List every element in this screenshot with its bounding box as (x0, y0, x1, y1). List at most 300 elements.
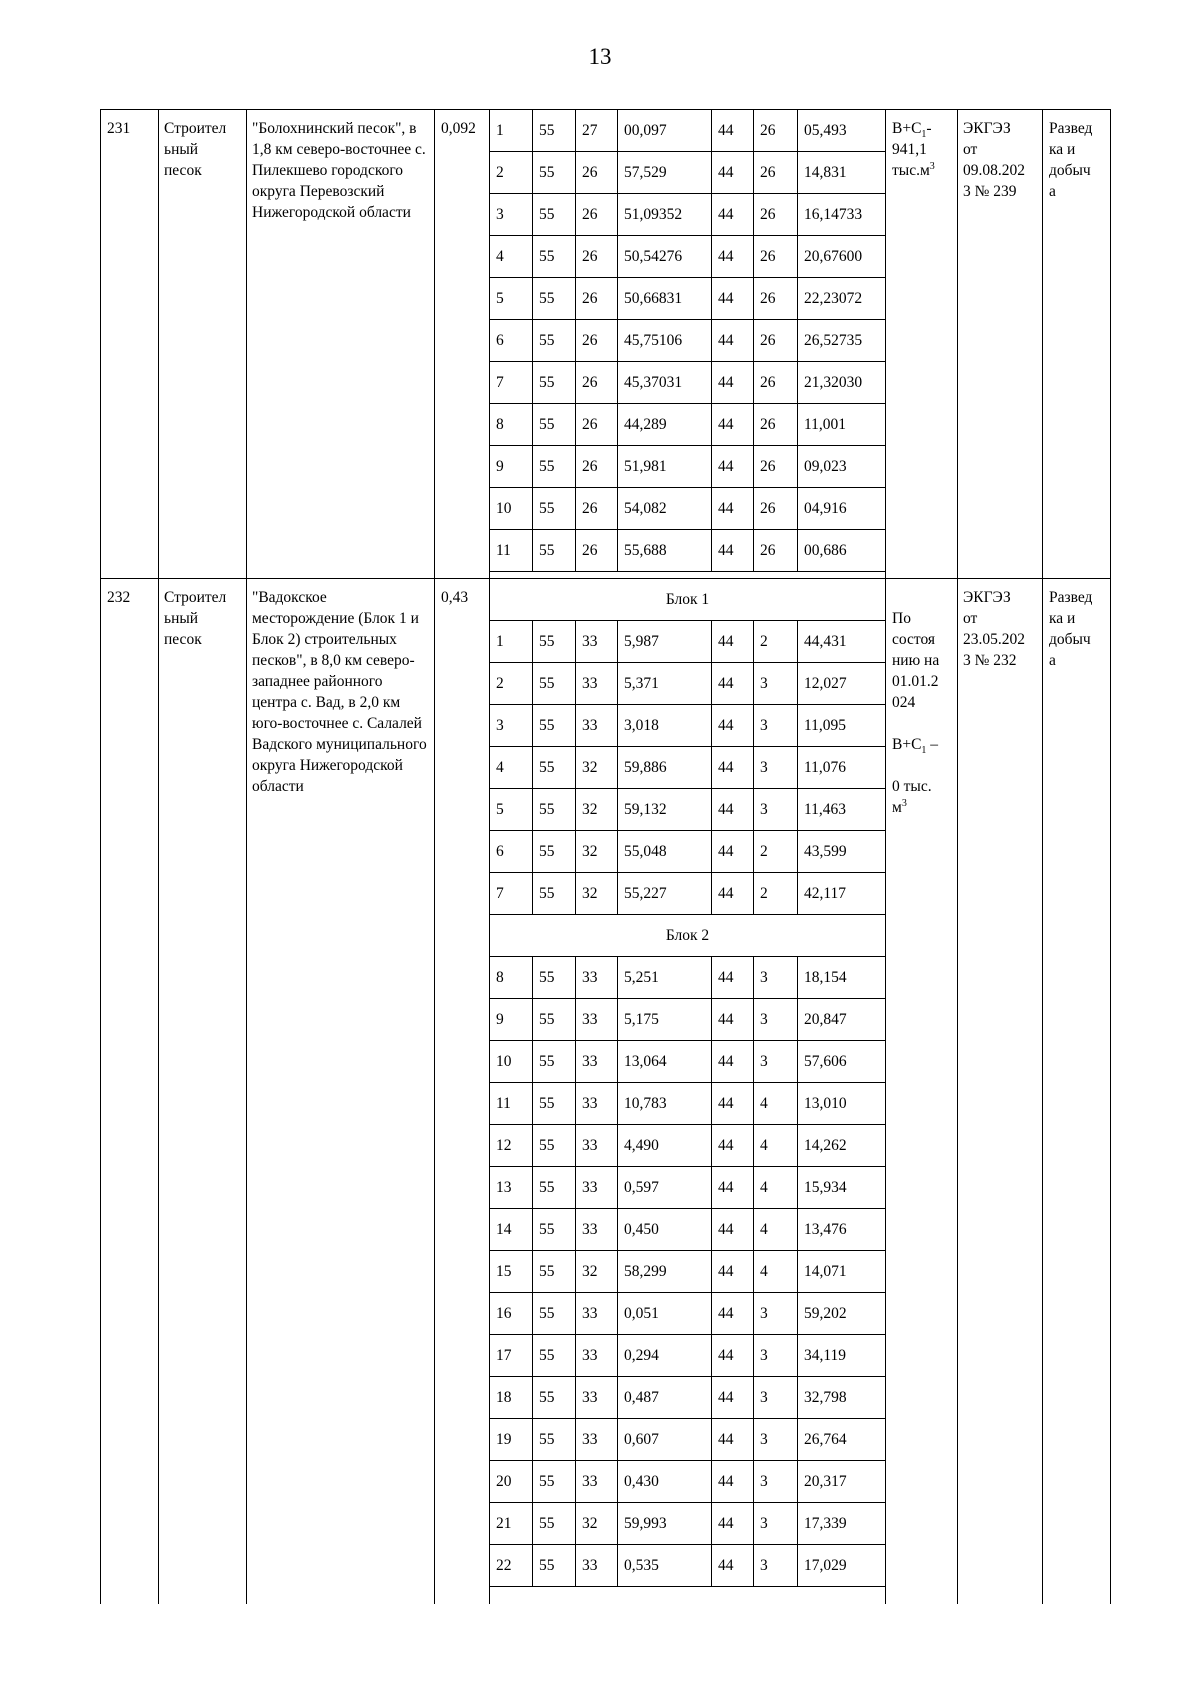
lat-seconds: 0,487 (618, 1377, 712, 1419)
lat-seconds: 0,294 (618, 1335, 712, 1377)
lon-seconds: 17,339 (798, 1503, 886, 1545)
lon-seconds: 26,764 (798, 1419, 886, 1461)
coordinate-row (490, 152, 886, 194)
lon-degrees: 44 (712, 789, 754, 831)
point-number: 22 (490, 1545, 533, 1587)
lon-minutes: 26 (754, 320, 798, 362)
lat-minutes: 33 (576, 1293, 618, 1335)
lon-degrees: 44 (712, 446, 754, 488)
reserves-category: B+C (892, 736, 922, 753)
lat-degrees: 55 (533, 236, 576, 278)
lon-degrees: 44 (712, 873, 754, 915)
lat-seconds: 0,450 (618, 1209, 712, 1251)
column-divider (957, 109, 958, 1604)
lat-degrees: 55 (533, 831, 576, 873)
lon-degrees: 44 (712, 1209, 754, 1251)
lon-degrees: 44 (712, 236, 754, 278)
block-title: Блок 1 (490, 579, 886, 621)
lon-seconds: 26,52735 (798, 320, 886, 362)
lon-degrees: 44 (712, 530, 754, 572)
lat-minutes: 33 (576, 1419, 618, 1461)
coordinate-row (490, 789, 886, 831)
page-number: 13 (588, 44, 612, 69)
coordinate-row (490, 1041, 886, 1083)
coordinate-row (490, 621, 886, 663)
lat-seconds: 0,430 (618, 1461, 712, 1503)
lon-degrees: 44 (712, 1335, 754, 1377)
lon-degrees: 44 (712, 110, 754, 152)
coordinate-row (490, 446, 886, 488)
point-number: 13 (490, 1167, 533, 1209)
lat-seconds: 00,097 (618, 110, 712, 152)
coordinate-row (490, 1209, 886, 1251)
point-number: 8 (490, 957, 533, 999)
lat-degrees: 55 (533, 110, 576, 152)
point-number: 1 (490, 110, 533, 152)
lat-degrees: 55 (533, 1545, 576, 1587)
lon-seconds: 11,463 (798, 789, 886, 831)
lat-seconds: 4,490 (618, 1125, 712, 1167)
lat-degrees: 55 (533, 1461, 576, 1503)
coordinate-row (490, 278, 886, 320)
expertise-reference: ЭКГЭЗ от 09.08.202 3 № 239 (963, 120, 1025, 200)
lat-seconds: 5,251 (618, 957, 712, 999)
lon-minutes: 3 (754, 1461, 798, 1503)
row-number: 231 (107, 120, 131, 137)
lat-degrees: 55 (533, 789, 576, 831)
lat-degrees: 55 (533, 320, 576, 362)
lon-degrees: 44 (712, 663, 754, 705)
lon-minutes: 26 (754, 194, 798, 236)
area-value: 0,092 (441, 120, 476, 137)
coordinate-row (490, 1545, 886, 1587)
coordinate-row (490, 1377, 886, 1419)
lat-seconds: 10,783 (618, 1083, 712, 1125)
lon-degrees: 44 (712, 1545, 754, 1587)
point-number: 3 (490, 194, 533, 236)
lon-degrees: 44 (712, 705, 754, 747)
coordinate-row (490, 957, 886, 999)
lat-degrees: 55 (533, 152, 576, 194)
deposit-description: "Вадокское месторождение (Блок 1 и Блок 2) строительных песков", в 8,0 км северо-западнее районного центра с. Вад, в 2,0 км юго-восточнее с. Салалей Вадского муниципального округа Нижегородской области (252, 589, 427, 795)
lon-degrees: 44 (712, 1377, 754, 1419)
lat-seconds: 45,37031 (618, 362, 712, 404)
block-title: Блок 2 (490, 915, 886, 957)
coordinate-row (490, 1461, 886, 1503)
lat-minutes: 32 (576, 747, 618, 789)
coordinate-row (490, 194, 886, 236)
lat-degrees: 55 (533, 1293, 576, 1335)
lon-minutes: 4 (754, 1209, 798, 1251)
lat-minutes: 26 (576, 278, 618, 320)
lat-minutes: 33 (576, 663, 618, 705)
lat-degrees: 55 (533, 362, 576, 404)
lon-minutes: 4 (754, 1251, 798, 1293)
lon-minutes: 3 (754, 957, 798, 999)
lat-minutes: 26 (576, 236, 618, 278)
column-divider (1042, 109, 1043, 1604)
point-number: 16 (490, 1293, 533, 1335)
column-divider (246, 109, 247, 1604)
lat-seconds: 59,993 (618, 1503, 712, 1545)
lat-seconds: 0,607 (618, 1419, 712, 1461)
lat-seconds: 55,688 (618, 530, 712, 572)
lat-minutes: 32 (576, 1503, 618, 1545)
lat-minutes: 33 (576, 621, 618, 663)
point-number: 10 (490, 1041, 533, 1083)
expertise-reference: ЭКГЭЗ от 23.05.202 3 № 232 (963, 589, 1025, 669)
lat-minutes: 26 (576, 530, 618, 572)
lon-minutes: 26 (754, 404, 798, 446)
lat-seconds: 59,886 (618, 747, 712, 789)
lat-seconds: 5,987 (618, 621, 712, 663)
reserves-category: B+C (892, 120, 922, 137)
lat-degrees: 55 (533, 1419, 576, 1461)
lon-minutes: 2 (754, 873, 798, 915)
coordinate-row (490, 999, 886, 1041)
lon-seconds: 05,493 (798, 110, 886, 152)
reserves-amount: 0 тыс. м (892, 778, 932, 816)
column-divider (434, 109, 435, 1604)
lat-degrees: 55 (533, 1251, 576, 1293)
coordinate-row (490, 110, 886, 152)
lat-minutes: 32 (576, 831, 618, 873)
lon-seconds: 34,119 (798, 1335, 886, 1377)
lat-minutes: 33 (576, 957, 618, 999)
coordinate-row (490, 1125, 886, 1167)
lon-seconds: 11,095 (798, 705, 886, 747)
lon-seconds: 13,010 (798, 1083, 886, 1125)
lat-seconds: 3,018 (618, 705, 712, 747)
lat-minutes: 33 (576, 1545, 618, 1587)
coordinates-table (489, 578, 886, 1587)
lat-degrees: 55 (533, 1167, 576, 1209)
lat-seconds: 51,981 (618, 446, 712, 488)
lat-degrees: 55 (533, 1209, 576, 1251)
point-number: 17 (490, 1335, 533, 1377)
lon-seconds: 13,476 (798, 1209, 886, 1251)
lon-minutes: 26 (754, 236, 798, 278)
lon-minutes: 26 (754, 278, 798, 320)
lat-seconds: 50,54276 (618, 236, 712, 278)
lon-seconds: 32,798 (798, 1377, 886, 1419)
reserves-text (892, 118, 956, 181)
lat-minutes: 33 (576, 1209, 618, 1251)
lat-seconds: 50,66831 (618, 278, 712, 320)
lat-minutes: 33 (576, 999, 618, 1041)
coordinate-row (490, 1083, 886, 1125)
lon-seconds: 20,67600 (798, 236, 886, 278)
coordinate-row (490, 831, 886, 873)
point-number: 11 (490, 530, 533, 572)
block-header-row (490, 915, 886, 957)
lat-degrees: 55 (533, 663, 576, 705)
lon-seconds: 20,317 (798, 1461, 886, 1503)
coordinate-row (490, 705, 886, 747)
point-number: 14 (490, 1209, 533, 1251)
point-number: 15 (490, 1251, 533, 1293)
lon-seconds: 57,606 (798, 1041, 886, 1083)
lat-degrees: 55 (533, 278, 576, 320)
lon-degrees: 44 (712, 320, 754, 362)
lon-minutes: 26 (754, 362, 798, 404)
point-number: 4 (490, 747, 533, 789)
lat-seconds: 5,175 (618, 999, 712, 1041)
lat-degrees: 55 (533, 747, 576, 789)
reserves-text (892, 587, 956, 818)
point-number: 19 (490, 1419, 533, 1461)
lon-seconds: 42,117 (798, 873, 886, 915)
lat-minutes: 33 (576, 1377, 618, 1419)
reserves-date: По состоя нию на 01.01.2 024 (892, 610, 940, 711)
lon-seconds: 11,076 (798, 747, 886, 789)
reserves-subscript: 1 (921, 745, 927, 757)
lon-seconds: 14,262 (798, 1125, 886, 1167)
lon-degrees: 44 (712, 362, 754, 404)
lat-seconds: 57,529 (618, 152, 712, 194)
lon-minutes: 3 (754, 1377, 798, 1419)
coordinate-row (490, 1503, 886, 1545)
purpose-text: Развед ка и добыч а (1049, 120, 1093, 200)
lon-seconds: 15,934 (798, 1167, 886, 1209)
point-number: 3 (490, 705, 533, 747)
lon-minutes: 26 (754, 446, 798, 488)
lat-degrees: 55 (533, 873, 576, 915)
lat-minutes: 33 (576, 705, 618, 747)
lat-minutes: 33 (576, 1041, 618, 1083)
lat-minutes: 33 (576, 1335, 618, 1377)
point-number: 7 (490, 362, 533, 404)
point-number: 12 (490, 1125, 533, 1167)
lon-minutes: 2 (754, 621, 798, 663)
lat-seconds: 58,299 (618, 1251, 712, 1293)
lon-degrees: 44 (712, 1461, 754, 1503)
lon-seconds: 04,916 (798, 488, 886, 530)
lon-degrees: 44 (712, 1125, 754, 1167)
lon-degrees: 44 (712, 1083, 754, 1125)
lon-seconds: 22,23072 (798, 278, 886, 320)
lon-degrees: 44 (712, 1167, 754, 1209)
coordinate-row (490, 530, 886, 572)
lat-degrees: 55 (533, 1503, 576, 1545)
point-number: 7 (490, 873, 533, 915)
lon-degrees: 44 (712, 278, 754, 320)
lat-seconds: 13,064 (618, 1041, 712, 1083)
mineral-type: Строител ьный песок (164, 120, 227, 179)
reserves-subscript: 1 (921, 129, 927, 141)
lon-degrees: 44 (712, 1503, 754, 1545)
lat-seconds: 0,051 (618, 1293, 712, 1335)
lat-minutes: 26 (576, 152, 618, 194)
lat-degrees: 55 (533, 488, 576, 530)
lon-minutes: 3 (754, 1503, 798, 1545)
point-number: 11 (490, 1083, 533, 1125)
point-number: 21 (490, 1503, 533, 1545)
point-number: 2 (490, 152, 533, 194)
lat-minutes: 33 (576, 1125, 618, 1167)
lon-minutes: 2 (754, 831, 798, 873)
lon-minutes: 3 (754, 1293, 798, 1335)
lon-minutes: 26 (754, 110, 798, 152)
lon-degrees: 44 (712, 999, 754, 1041)
lat-seconds: 54,082 (618, 488, 712, 530)
lon-degrees: 44 (712, 1251, 754, 1293)
lat-degrees: 55 (533, 1377, 576, 1419)
lon-seconds: 20,847 (798, 999, 886, 1041)
coordinates-table (489, 109, 886, 572)
lon-seconds: 12,027 (798, 663, 886, 705)
reserves-amount: 941,1 тыс.м (892, 141, 930, 179)
lat-seconds: 5,371 (618, 663, 712, 705)
point-number: 6 (490, 831, 533, 873)
lat-minutes: 26 (576, 404, 618, 446)
point-number: 5 (490, 789, 533, 831)
lat-degrees: 55 (533, 194, 576, 236)
lat-degrees: 55 (533, 446, 576, 488)
lon-minutes: 3 (754, 789, 798, 831)
mineral-type: Строител ьный песок (164, 589, 227, 648)
lon-seconds: 09,023 (798, 446, 886, 488)
lat-minutes: 33 (576, 1167, 618, 1209)
coordinate-row (490, 1167, 886, 1209)
lon-seconds: 16,14733 (798, 194, 886, 236)
coordinate-row (490, 1335, 886, 1377)
lat-seconds: 51,09352 (618, 194, 712, 236)
lon-minutes: 26 (754, 152, 798, 194)
coordinate-row (490, 320, 886, 362)
reserves-unit-power: 3 (901, 797, 907, 809)
lat-minutes: 33 (576, 1461, 618, 1503)
coordinate-row (490, 873, 886, 915)
table-left-border (100, 109, 101, 1604)
coordinate-row (490, 1293, 886, 1335)
lat-seconds: 0,535 (618, 1545, 712, 1587)
lon-seconds: 44,431 (798, 621, 886, 663)
lat-degrees: 55 (533, 404, 576, 446)
coordinate-row (490, 747, 886, 789)
lat-minutes: 32 (576, 873, 618, 915)
lon-seconds: 17,029 (798, 1545, 886, 1587)
lat-seconds: 59,132 (618, 789, 712, 831)
lat-degrees: 55 (533, 999, 576, 1041)
point-number: 1 (490, 621, 533, 663)
lon-degrees: 44 (712, 747, 754, 789)
lat-degrees: 55 (533, 621, 576, 663)
lon-degrees: 44 (712, 194, 754, 236)
lat-minutes: 26 (576, 446, 618, 488)
lat-seconds: 55,227 (618, 873, 712, 915)
lon-degrees: 44 (712, 831, 754, 873)
lon-minutes: 3 (754, 999, 798, 1041)
lon-seconds: 14,071 (798, 1251, 886, 1293)
lat-minutes: 27 (576, 110, 618, 152)
lon-minutes: 4 (754, 1125, 798, 1167)
lon-degrees: 44 (712, 488, 754, 530)
point-number: 5 (490, 278, 533, 320)
lon-minutes: 3 (754, 663, 798, 705)
lon-seconds: 14,831 (798, 152, 886, 194)
lat-seconds: 45,75106 (618, 320, 712, 362)
lat-minutes: 32 (576, 789, 618, 831)
point-number: 6 (490, 320, 533, 362)
point-number: 18 (490, 1377, 533, 1419)
block-header-row (490, 579, 886, 621)
lon-minutes: 26 (754, 530, 798, 572)
lon-degrees: 44 (712, 152, 754, 194)
lon-minutes: 3 (754, 1545, 798, 1587)
lat-seconds: 44,289 (618, 404, 712, 446)
point-number: 10 (490, 488, 533, 530)
coordinate-row (490, 1251, 886, 1293)
lon-minutes: 3 (754, 705, 798, 747)
lon-degrees: 44 (712, 1419, 754, 1461)
lon-degrees: 44 (712, 621, 754, 663)
lat-degrees: 55 (533, 530, 576, 572)
lat-seconds: 55,048 (618, 831, 712, 873)
deposit-description: "Болохнинский песок", в 1,8 км северо-восточнее с. Пилекшево городского округа Перевозский Нижегородской области (252, 120, 426, 221)
lat-minutes: 26 (576, 488, 618, 530)
lat-minutes: 26 (576, 362, 618, 404)
area-value: 0,43 (441, 589, 469, 606)
lon-minutes: 4 (754, 1167, 798, 1209)
column-divider (158, 109, 159, 1604)
purpose-text: Развед ка и добыч а (1049, 589, 1093, 669)
reserves-unit-power: 3 (929, 160, 935, 172)
coordinate-row (490, 362, 886, 404)
lon-seconds: 59,202 (798, 1293, 886, 1335)
point-number: 4 (490, 236, 533, 278)
lon-seconds: 11,001 (798, 404, 886, 446)
table-right-border (1110, 109, 1111, 1604)
coordinate-row (490, 404, 886, 446)
lon-seconds: 43,599 (798, 831, 886, 873)
lat-degrees: 55 (533, 957, 576, 999)
reserves-dash: – (926, 736, 939, 753)
lat-degrees: 55 (533, 1041, 576, 1083)
coordinate-row (490, 663, 886, 705)
lat-degrees: 55 (533, 1125, 576, 1167)
lon-seconds: 00,686 (798, 530, 886, 572)
lon-minutes: 4 (754, 1083, 798, 1125)
point-number: 2 (490, 663, 533, 705)
point-number: 9 (490, 446, 533, 488)
lon-minutes: 26 (754, 488, 798, 530)
lon-minutes: 3 (754, 1335, 798, 1377)
lat-minutes: 33 (576, 1083, 618, 1125)
lon-minutes: 3 (754, 1041, 798, 1083)
point-number: 8 (490, 404, 533, 446)
lon-minutes: 3 (754, 747, 798, 789)
lat-degrees: 55 (533, 1083, 576, 1125)
lon-degrees: 44 (712, 404, 754, 446)
reserves-dash: - (926, 120, 932, 137)
lat-degrees: 55 (533, 1335, 576, 1377)
lat-seconds: 0,597 (618, 1167, 712, 1209)
coordinate-row (490, 236, 886, 278)
lat-minutes: 32 (576, 1251, 618, 1293)
row-number: 232 (107, 589, 131, 606)
coordinate-row (490, 488, 886, 530)
lon-seconds: 21,32030 (798, 362, 886, 404)
point-number: 9 (490, 999, 533, 1041)
lat-minutes: 26 (576, 320, 618, 362)
lon-degrees: 44 (712, 1293, 754, 1335)
lon-seconds: 18,154 (798, 957, 886, 999)
lon-minutes: 3 (754, 1419, 798, 1461)
lon-degrees: 44 (712, 957, 754, 999)
coordinate-row (490, 1419, 886, 1461)
lat-minutes: 26 (576, 194, 618, 236)
